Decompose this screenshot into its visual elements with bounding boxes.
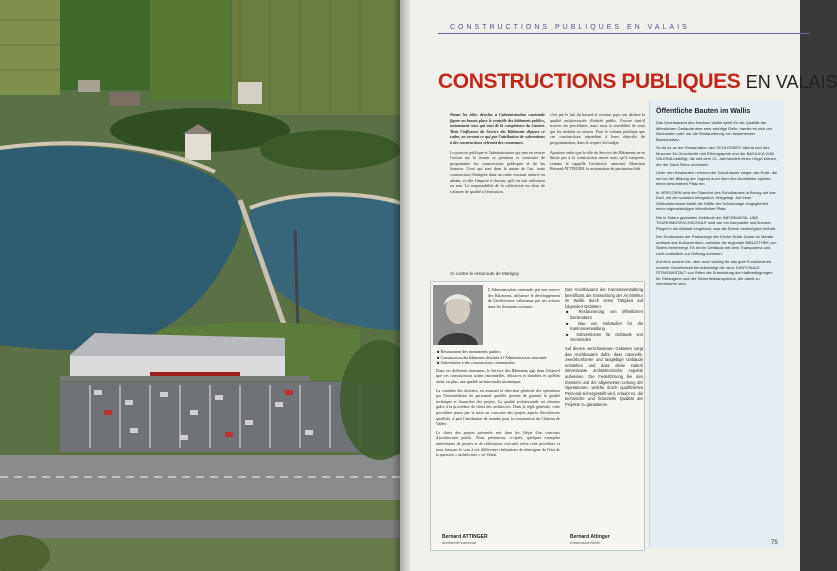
signature-right-name: Bernard Attinger — [570, 534, 610, 540]
running-head: CONSTRUCTIONS PUBLIQUES EN VALAIS — [450, 24, 690, 31]
signature-left-role: Architecte cantonal — [442, 540, 477, 545]
sidebar-heading: Öffentliche Bauten im Wallis — [656, 108, 751, 115]
interview-item-3: ■ Subventions à des constructions communales. — [437, 360, 516, 366]
signature-right — [570, 534, 610, 545]
intro-column-2 — [550, 112, 645, 172]
interview-item-1: ■ Restauration des monuments publics — [437, 349, 501, 354]
interview-paragraph-2: La conduite des dossiers, en assurant la direction générale des opérations par l'intermédiaire du personnel qualifié, permet de garantir la qualité technique et financière des projets. La qualité architecturale est obtenue grâce à la procédure de choix des architectes. Dans la règle générale, cette procédure passe par la mise au concours des projets auprès d'architectes qualifiés, à part l'attribution de mandat pour la restauration du Château de Valère. — [436, 387, 560, 427]
interview-paragraph-3: Le choix des projets présentés sert dans les l'objet d'un concours d'architecture public. Nous présentons, ci-après, quelques exemples intéressants de projets et de réalisations exécutés selon cette procédure et nous laissons le soin à ces différentes réalisations de témoigner de l'état de la question « architecture » en Valais. — [436, 429, 560, 458]
interview-de-item-3: ■ Subventionen für Gebäude von Gemeinden — [566, 331, 643, 343]
sidebar-paragraph-5: Die in Siders geplanten Gebäude der INFORMATIK- UND TOURISMUSFACHSCHULE sind wie ein kompakter und linearer Riegel in die Altstadt eingebaut, was die Ebene bestmöglich freihält. — [656, 214, 777, 231]
right-page — [400, 0, 837, 571]
title-suffix: EN VALAIS — [745, 72, 837, 92]
interview-col-1 — [488, 287, 560, 309]
interview-paragraph-1: Dans ces différents domaines, le Service des Bâtiments agit dans l'objectif que ces constructions soient rationnelles, efficaces et durables et qu'elles aient, en plus, une qualité architecturale intrinsèque. — [436, 367, 560, 384]
sidebar-paragraph-2: So ist es an der Restauration des SCHLOSSES Valeria und des Museum für Geschichte und Ethnographie und der BASILIKA VON VALERIA beteiligt, die seit dem 12. Jahrhundert einen Hügel krönen, der die Stadt Sitten dominiert. — [656, 145, 778, 167]
sidebar-paragraph-3: Unter den Neubauten nehmen die Schulhäuser wegen der Rolle, die sie bei der Bildung der Jugend auch über ihre Architektur spielen, einen besonderen Platz ein. — [656, 170, 778, 186]
binding-gutter — [392, 0, 410, 571]
interview-intro: L'Administration cantonale, par son service des Bâtiments, influence le développement de l'architecture valaisanne par ses actions dans les domaines suivants : — [488, 287, 560, 309]
interview-de-paragraph: Auf diesen verschiedenen Gebieten sorgt das Hochbauamt dafür, dass rationelle, zweckkonforme und langlebige Gebäude entstehen und dass diese zudem interessante architektonische Aspekte aufweisen. Die Federführung bei den Dossiers und der allgemeinen Leitung der Operationen, welche durch qualifiziertes Personal sichergestellt wird, erlaubt es, die technische und finanzielle Qualität der Projekte zu garantieren. — [565, 345, 643, 407]
sidebar-paragraph-6: Der Endausbau der Parkanlage der Kirche Notre-Dame du Marais umfasst das Kulturzentrum, welches die regionale BIBLIOTHEK von Siders beherbergt. Es ist ein Gebäude bei dem Transparenz und Licht vorbildlich zur Geltung kommen. — [656, 234, 777, 256]
intro-paragraph-2: c'est par le fait du hasard et certains pays ont déclaré la qualité architecturale d'intérêt public. Encore faut-il trouver les procédures, mais nous la sensibilité de ceux qui les mettent en oeuvre. Pour le volume publique que ces constructions répondent à leurs objectifs de programmation, dans le respect du budget. — [550, 112, 645, 145]
aerial-photo — [0, 0, 400, 571]
intro-lead: Parmi les rôles dévolus à l'administration cantonale figure au besoin place le contrôle des bâtiments publics, notamment ceux qui sont de la compétence du Canton. Mais l'influence du Service des Bâtiments dépasse ce cadre, en servant ce qui par l'attribution de subventions à des constructions relevant des communes. — [450, 112, 545, 145]
sidebar-paragraph-1: Das Hochbauamt des Kantons Wallis spielt für die Qualität der öffentlichen Gebäude eine sehr wichtige Rolle, handle es sich um Neubauten oder um die Restaurierung von bestehender Bausubstanz. — [656, 120, 772, 142]
photo-caption: Ci-contre le restoroute de Martigny — [450, 271, 520, 276]
article-title — [438, 70, 837, 94]
interview-item-2: ■ Construction des bâtiments destinés à l'Administration cantonale — [437, 354, 547, 360]
header-rule — [438, 33, 810, 34]
german-sidebar — [649, 100, 784, 548]
sidebar-text — [656, 120, 778, 287]
sidebar-paragraph-4: In VERCORIN wird der Standort des Schulhauses in Bezug auf das Dorf, mit der sozialen Integration, festgelegt. Auf einer Geländeterrasse bildet die Hälfte der Schulanlage eingegliedert einen eigenständigen öffentlichen Platz. — [656, 189, 776, 211]
intro-column-1 — [450, 112, 545, 194]
interview-de-item-2: ■ Bau von Gebäuden für die Kantonsverwaltung — [566, 320, 643, 332]
signature-left — [442, 534, 488, 545]
title-main: CONSTRUCTIONS PUBLIQUES — [438, 70, 741, 93]
interview-de-item-1: ■ Restaurierung von öffentlichen Denkmälern — [566, 309, 643, 320]
left-page — [0, 0, 400, 571]
interview-col-2 — [565, 287, 643, 407]
portrait-photo — [433, 285, 483, 345]
sidebar-paragraph-7: Auf eine andere Art, aber auch wichtig für das gute Funktionieren unserer Gesellschaft berücksichtigt die neue KANTONALE STRAFANSTALT von Sitten die Entwicklung der Haftbedingungen für Gefangene und der Sicherheitsansprüche, die damit zu vereinbaren sind. — [656, 259, 773, 286]
page-number: 75 — [771, 540, 778, 546]
interview-col-1b — [436, 349, 560, 458]
interview-de-intro: Das Hochbauamt der Kantonsverwaltung beeinflusst die Entwicklung der Architektur im Wallis durch seine Tätigkeit auf folgenden Gebieten: — [565, 287, 643, 309]
intro-paragraph-3: Ajoutons enfin que le rôle du Service des Bâtiments ne se limite pas à la construction neuve mais qu'il comporte, comme le rappelle l'architecte cantonal, Monsieur Bernard ATTINGER, la restauration du patrimoine bâti. — [550, 149, 645, 172]
signature-right-role: Kantonsarchitekt — [570, 540, 600, 545]
signature-left-name: Bernard ATTINGER — [442, 534, 488, 540]
intro-paragraph-1: Le pouvoir publique et l'administration qui met en oeuvre l'action sur le terrain se prennent et construire de programmer les constructions publiques et de les financer. Ceux qui sont dans la nature de l'art, toute construction d'intégrée dans un cadre existant, naturel ou urbain, et elle s'impose à chacun, qu'il en soit utilisateur ou non. La responsabilité de la collectivité est donc de s'assurer de qualité à l'exécution. — [450, 149, 545, 194]
